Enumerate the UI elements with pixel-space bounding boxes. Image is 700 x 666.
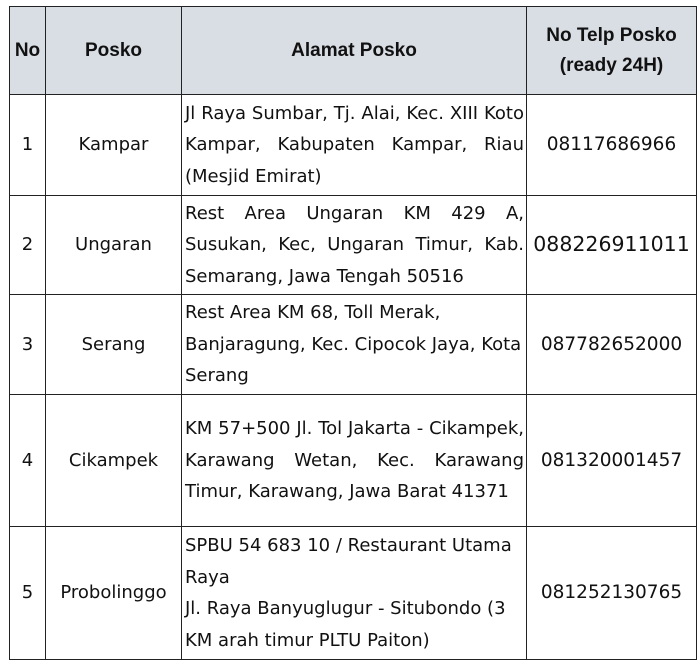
cell-posko: Serang <box>46 295 182 395</box>
cell-alamat: Rest Area Ungaran KM 429 A, Susukan, Kec, Ungaran Timur, Kab. Semarang, Jawa Tengah 50516 <box>182 196 527 295</box>
cell-alamat: KM 57+500 Jl. Tol Jakarta - Cikampek, Karawang Wetan, Kec. Karawang Timur, Karawang, Jawa Barat 41371 <box>182 395 527 527</box>
header-no: No <box>10 7 46 95</box>
cell-no: 2 <box>10 196 46 295</box>
cell-posko: Ungaran <box>46 196 182 295</box>
table-row <box>10 95 697 196</box>
cell-alamat <box>182 527 527 660</box>
header-alamat: Alamat Posko <box>182 7 527 95</box>
cell-alamat: Rest Area KM 68, Toll Merak, Banjaragung, Kec. Cipocok Jaya, Kota Serang <box>182 295 527 395</box>
header-telp <box>527 7 697 95</box>
cell-no: 5 <box>10 527 46 660</box>
cell-posko: Probolinggo <box>46 527 182 660</box>
cell-telp: 081252130765 <box>527 527 697 660</box>
table-row <box>10 295 697 395</box>
header-telp-note: (ready 24H) <box>559 54 664 76</box>
table-row <box>10 196 697 295</box>
cell-telp: 087782652000 <box>527 295 697 395</box>
table-header-row <box>10 7 697 95</box>
cell-no: 3 <box>10 295 46 395</box>
cell-alamat-line: Jl. Raya Banyuglugur - Situbondo (3 KM arah timur PLTU Paiton) <box>185 598 506 651</box>
posko-table <box>9 6 697 660</box>
header-posko: Posko <box>46 7 182 95</box>
table-row <box>10 527 697 660</box>
table-row <box>10 395 697 527</box>
cell-telp: 08117686966 <box>527 95 697 196</box>
cell-posko: Kampar <box>46 95 182 196</box>
cell-telp: 088226911011 <box>527 196 697 295</box>
header-telp-label: No Telp Posko <box>546 24 677 46</box>
cell-telp: 081320001457 <box>527 395 697 527</box>
cell-no: 4 <box>10 395 46 527</box>
cell-alamat-line: SPBU 54 683 10 / Restaurant Utama Raya <box>185 535 512 588</box>
cell-no: 1 <box>10 95 46 196</box>
cell-alamat: Jl Raya Sumbar, Tj. Alai, Kec. XIII Koto Kampar, Kabupaten Kampar, Riau (Mesjid Emirat) <box>182 95 527 196</box>
cell-posko: Cikampek <box>46 395 182 527</box>
